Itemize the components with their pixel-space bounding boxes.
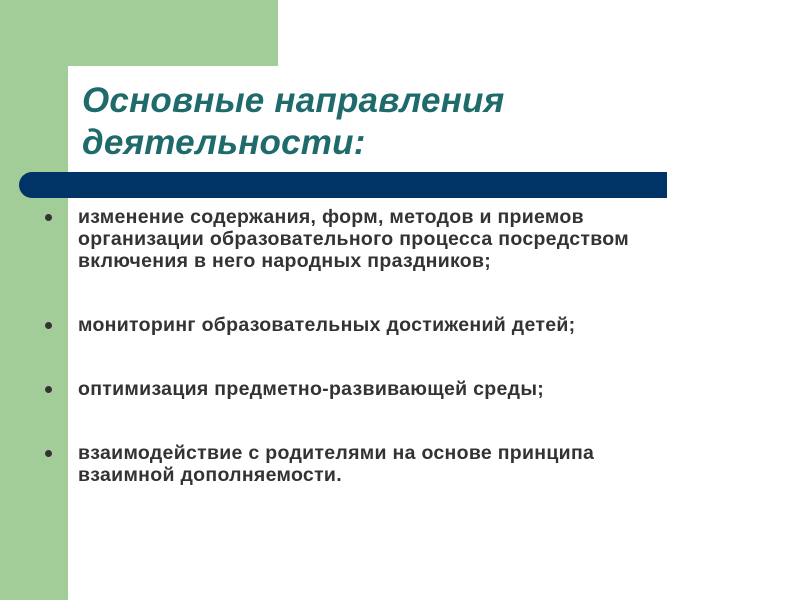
bullet-text: изменение содержания, форм, методов и приемов организации образовательного процесса посредством включения в него народных праздников; <box>78 206 629 272</box>
bullet-dot-icon <box>45 322 52 329</box>
bullet-item-4 <box>36 442 676 486</box>
bullet-dot-icon <box>45 386 52 393</box>
title-divider-bar <box>19 172 667 198</box>
slide-title <box>82 80 642 164</box>
bullet-item-3 <box>36 378 676 400</box>
slide-title-line-1: Основные направления <box>82 81 505 120</box>
bullet-dot-icon <box>45 450 52 457</box>
bullet-list <box>36 206 676 486</box>
bullet-text: мониторинг образовательных достижений детей; <box>78 314 576 336</box>
bullet-dot-icon <box>45 214 52 221</box>
slide-title-line-2: деятельности: <box>82 123 366 162</box>
bullet-text: оптимизация предметно-развивающей среды; <box>78 378 545 400</box>
bullet-item-1 <box>36 206 676 272</box>
bullet-text: взаимодействие с родителями на основе принципа взаимной дополняемости. <box>78 442 595 486</box>
bullet-item-2 <box>36 314 676 336</box>
